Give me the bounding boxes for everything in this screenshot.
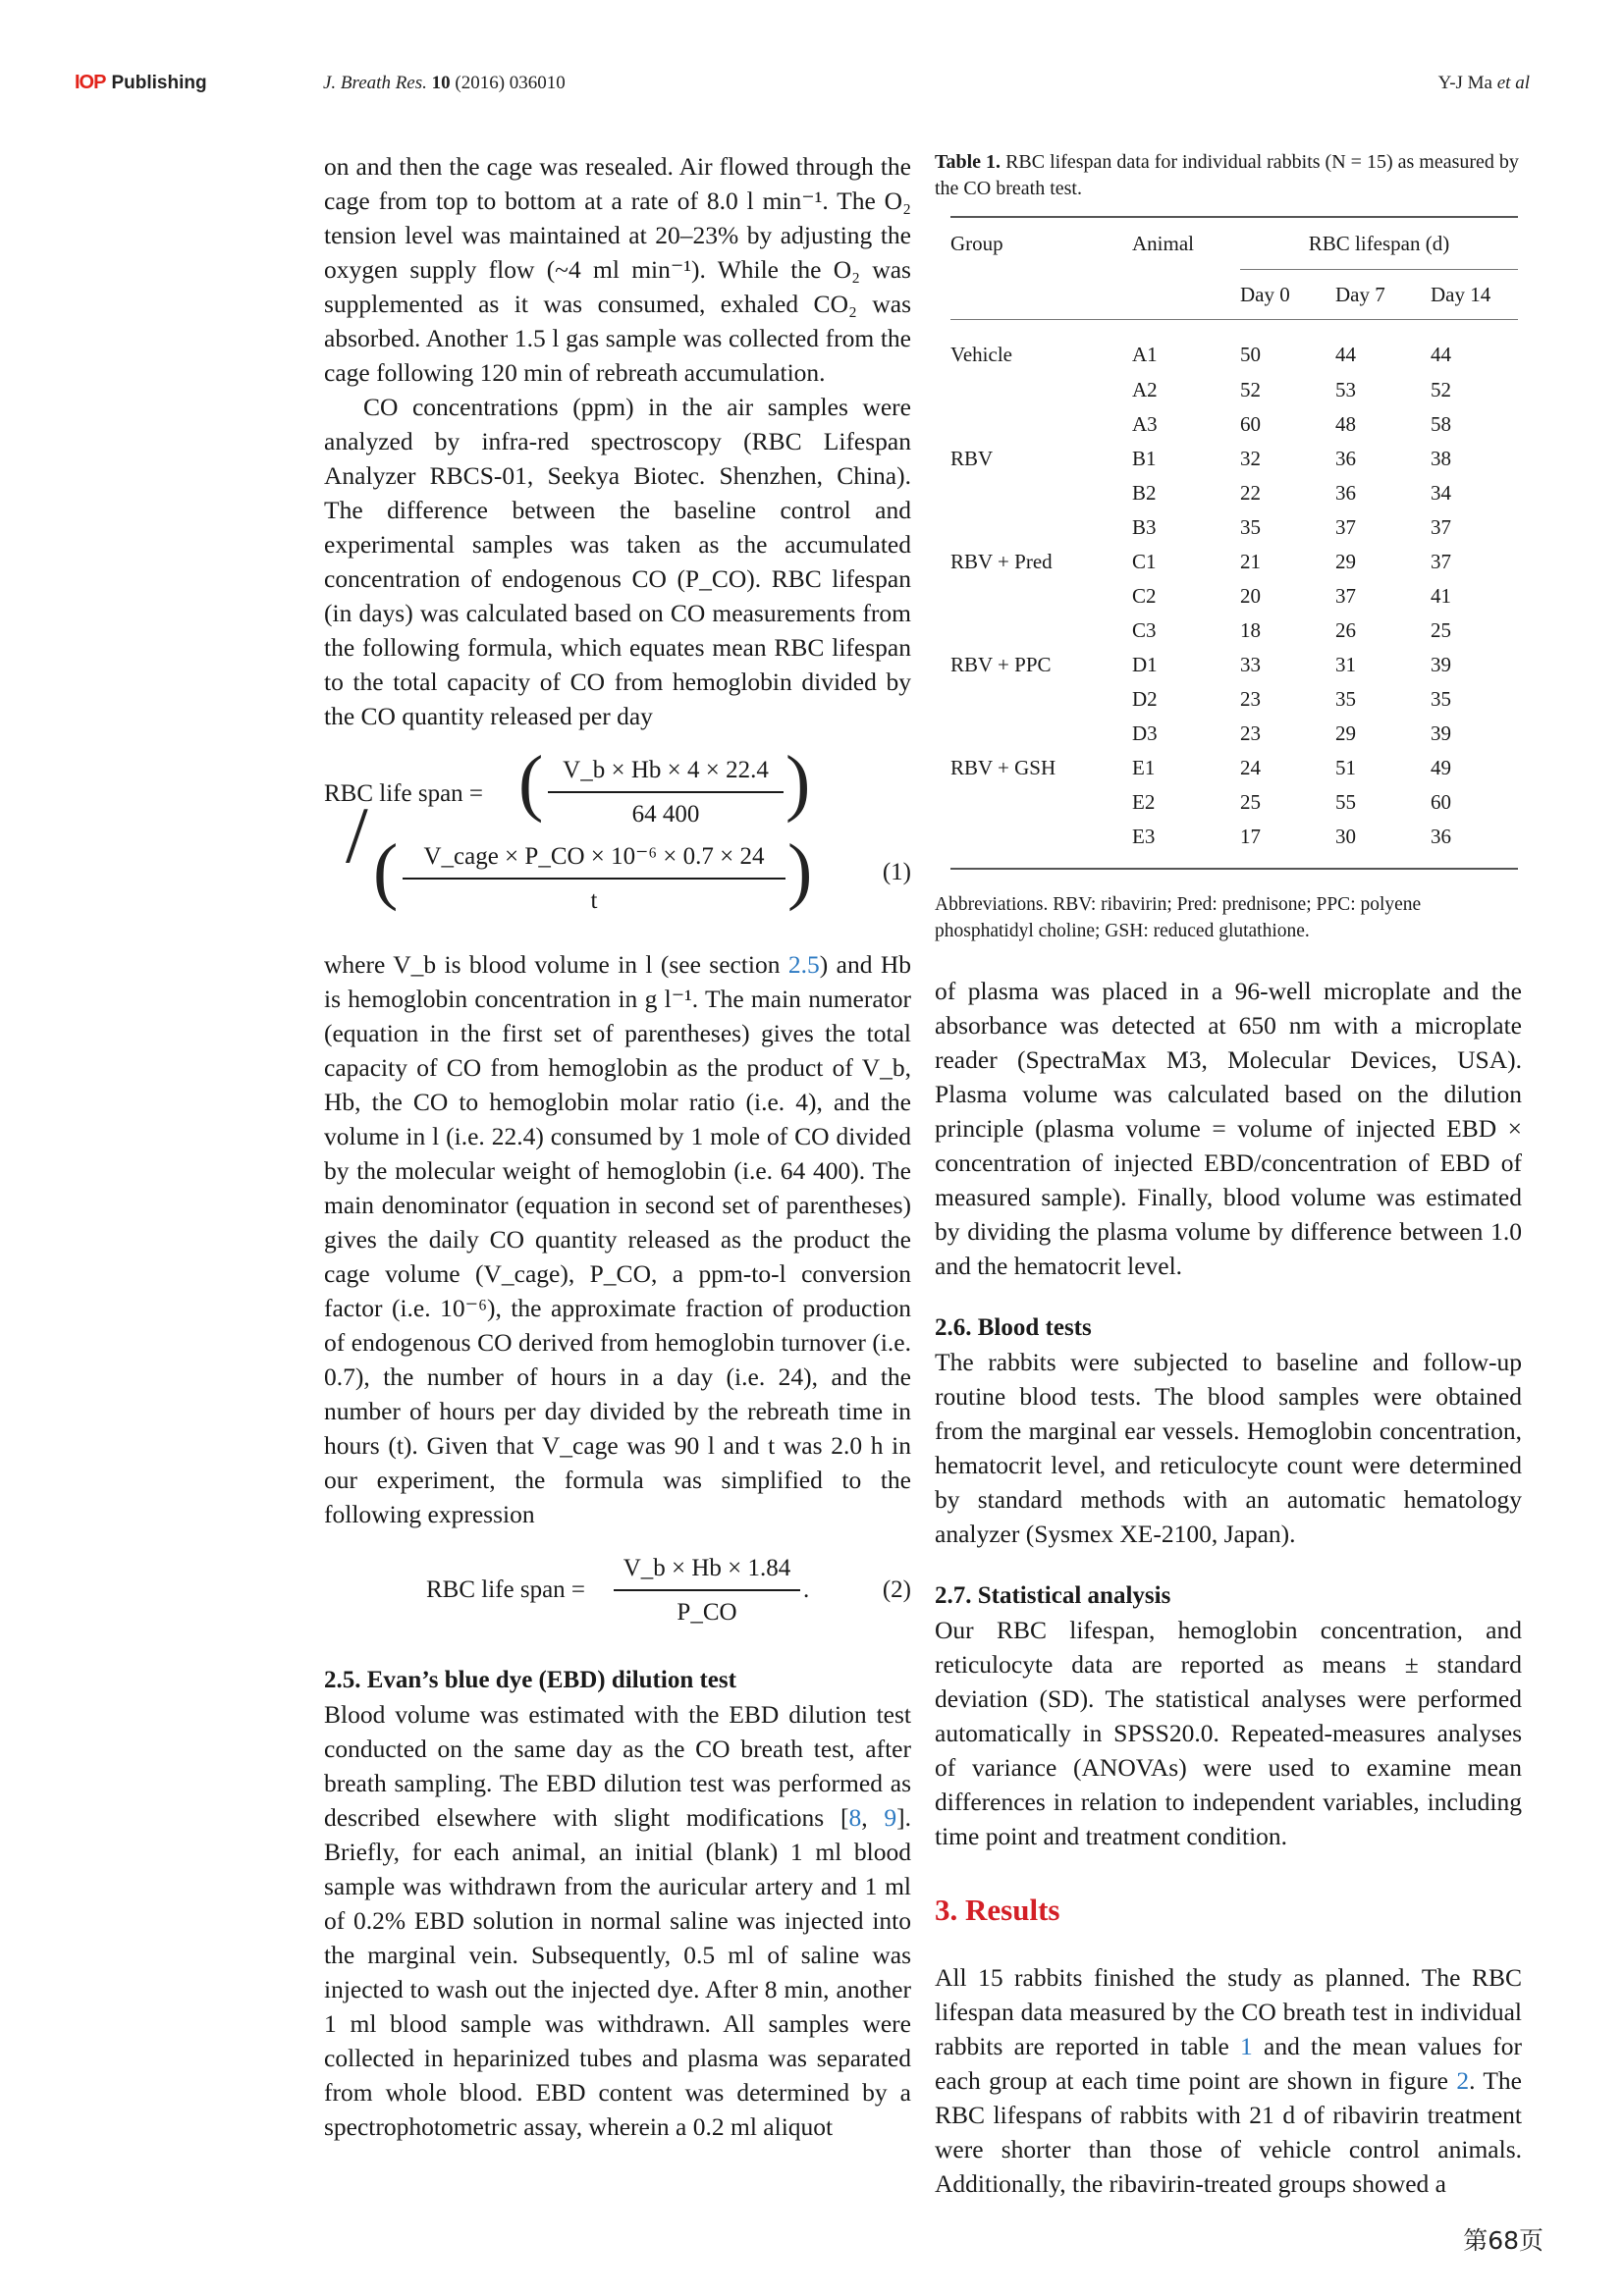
cell-day0: 50 <box>1240 342 1261 366</box>
cell-day7: 37 <box>1335 584 1356 608</box>
equation-2 <box>324 1551 911 1629</box>
cell-day0: 20 <box>1240 584 1261 608</box>
cell-animal: D3 <box>1132 721 1158 745</box>
cell-group: RBV + PPC <box>950 653 1052 676</box>
cell-group: RBV + GSH <box>950 756 1056 779</box>
eq2-number: (2) <box>882 1576 911 1603</box>
cell-day14: 39 <box>1431 721 1451 745</box>
table-row <box>950 510 1518 545</box>
table-1 <box>950 216 1518 870</box>
cell-day7: 53 <box>1335 378 1356 401</box>
cell-day14: 38 <box>1431 447 1451 470</box>
cell-day14: 58 <box>1431 412 1451 436</box>
header-day14: Day 14 <box>1431 270 1518 320</box>
paragraph-gas-sampling: on and then the cage was resealed. Air flowed through the cage from top to bottom at a rate of 8.0 l min⁻¹. The O₂ tension level was maintained at 20–23% by adjusting the oxygen supply flow (~4 ml min⁻¹). While the O₂ was supplemented as it was consumed, exhaled CO₂ was absorbed. Another 1.5 l gas sample was collected from the cage following 120 min of rebreath accumulation. <box>324 152 911 387</box>
cell-day14: 44 <box>1431 342 1451 366</box>
text-run: All 15 rabbits finished the study as planned. The RBC lifespan data measured by the CO breath test in individual rabbits are reported in table <box>935 1963 1522 2060</box>
cell-day0: 52 <box>1240 378 1261 401</box>
cell-day14: 37 <box>1431 515 1451 539</box>
cell-day7: 29 <box>1335 550 1356 573</box>
paragraph-plasma-volume: of plasma was placed in a 96-well microplate and the absorbance was detected at 650 nm with a microplate reader (SpectraMax M3, Molecular Devices, USA). Plasma volume was calculated based on the dilution principle (plasma volume = volume of injected EBD × concentration of injected EBD/concentration of EBD of measured sample). Finally, blood volume was estimated by dividing the plasma volume by difference between 1.0 and the hematocrit level. <box>935 977 1522 1280</box>
cell-day14: 25 <box>1431 618 1451 642</box>
cell-day0: 24 <box>1240 756 1261 779</box>
cell-day7: 36 <box>1335 447 1356 470</box>
cell-day14: 52 <box>1431 378 1451 401</box>
cell-day0: 35 <box>1240 515 1261 539</box>
section-2-7-title: 2.7. Statistical analysis <box>935 1582 1171 1609</box>
cell-group <box>950 820 1132 869</box>
cell-day7: 37 <box>1335 515 1356 539</box>
cell-group: Vehicle <box>950 342 1012 366</box>
eq1-close-paren-2: ) <box>787 829 813 912</box>
cell-animal: A1 <box>1132 342 1158 366</box>
text-run: , <box>861 1803 885 1832</box>
cell-day14: 41 <box>1431 584 1451 608</box>
cell-group <box>950 373 1132 407</box>
cell-animal: E3 <box>1132 820 1240 869</box>
text-run: . The RBC lifespans of rabbits with 21 d of ribavirin treatment were shorter than those of vehicle control animals. Additionally, the ribavirin-treated groups showed a <box>935 2066 1523 2198</box>
cell-day7: 31 <box>1335 653 1356 676</box>
table-row <box>950 820 1518 869</box>
running-author <box>1438 73 1530 94</box>
eq1-lhs: RBC life span = <box>324 780 484 807</box>
table-row <box>950 476 1518 510</box>
cell-day0: 23 <box>1240 721 1261 745</box>
cell-day0: 25 <box>1240 790 1261 814</box>
text-run: Blood volume was estimated with the EBD dilution test conducted on the same day as the CO breath test, after breath sampling. The EBD dilution test was performed as described elsewhere with slight modifications [ <box>324 1700 911 1832</box>
table-row <box>950 648 1518 682</box>
table-row <box>950 442 1518 476</box>
cell-group <box>950 579 1132 614</box>
eq1-fraction-bar-2 <box>403 878 785 880</box>
cell-group <box>950 682 1132 717</box>
eq2-lhs: RBC life span = <box>426 1576 586 1603</box>
header-animal: Animal <box>1132 217 1240 270</box>
journal-issue: (2016) 036010 <box>455 73 566 93</box>
paragraph-formula-explanation <box>324 947 911 1531</box>
eq1-fraction-bar-1 <box>548 791 784 793</box>
cell-day7: 35 <box>1335 687 1356 711</box>
cell-day0: 60 <box>1240 412 1261 436</box>
cell-group: RBV + Pred <box>950 550 1053 573</box>
table-1-caption <box>935 149 1522 202</box>
iop-logo-icon: IOP <box>75 72 106 93</box>
cell-day14: 39 <box>1431 653 1451 676</box>
cell-animal: A3 <box>1132 412 1158 436</box>
author-name: Y-J Ma <box>1437 73 1492 93</box>
section-2-5-link[interactable]: 2.5 <box>787 950 820 979</box>
eq1-fraction-1 <box>548 753 784 831</box>
table-row <box>950 407 1518 442</box>
publisher-name: Publishing <box>111 72 207 93</box>
cell-day0: 21 <box>1240 550 1261 573</box>
cell-group <box>950 785 1132 820</box>
cell-day7: 44 <box>1335 342 1356 366</box>
cell-day7: 51 <box>1335 756 1356 779</box>
cell-day7: 55 <box>1335 790 1356 814</box>
eq1-number: (1) <box>882 859 911 885</box>
cell-day0: 17 <box>1240 820 1335 869</box>
table-row <box>950 579 1518 614</box>
header-day7: Day 7 <box>1335 270 1431 320</box>
cell-day0: 32 <box>1240 447 1261 470</box>
text-run: where V_b is blood volume in l (see section <box>324 950 788 979</box>
cell-day14: 36 <box>1431 820 1518 869</box>
eq1-close-paren: ) <box>785 741 811 824</box>
header-rbc-lifespan: RBC lifespan (d) <box>1240 217 1518 270</box>
header-day0: Day 0 <box>1240 270 1335 320</box>
eq1-denominator-1: 64 400 <box>631 801 700 828</box>
cell-day14: 49 <box>1431 756 1451 779</box>
page-header <box>75 69 1530 102</box>
table-1-link[interactable]: 1 <box>1240 2032 1253 2060</box>
cell-day7: 48 <box>1335 412 1356 436</box>
table-caption-label: Table 1. <box>935 151 1001 173</box>
table-row <box>950 751 1518 785</box>
cell-day14: 60 <box>1431 790 1451 814</box>
journal-name: J. Breath Res. <box>323 73 427 93</box>
table-row <box>950 785 1518 820</box>
cell-group: RBV <box>950 447 994 470</box>
cell-animal: D2 <box>1132 687 1158 711</box>
cell-animal: C3 <box>1132 618 1157 642</box>
header-empty <box>950 270 1132 320</box>
eq2-fraction <box>614 1551 800 1629</box>
cell-animal: E2 <box>1132 790 1156 814</box>
table-row <box>950 682 1518 717</box>
eq2-numerator: V_b × Hb × 1.84 <box>623 1555 791 1581</box>
page-number: 第68页 <box>1463 2226 1543 2255</box>
cell-animal: B3 <box>1132 515 1157 539</box>
table-row <box>950 545 1518 579</box>
paragraph-statistics: Our RBC lifespan, hemoglobin concentration, and reticulocyte data are reported as means ± standard deviation (SD). The statistical analyses were performed automatically in SPSS20.0. Repeated-measures analyses of variance (ANOVAs) were used to examine mean differences in relation to independent variables, including time point and treatment condition. <box>935 1616 1522 1850</box>
paragraph-blood-tests: The rabbits were subjected to baseline and follow-up routine blood tests. The blood samples were obtained from the marginal ear vessels. Hemoglobin concentration, hematocrit level, and reticulocyte count were determined by standard methods with an automatic hematology analyzer (Sysmex XE-2100, Japan). <box>935 1348 1522 1548</box>
header-group: Group <box>950 217 1132 270</box>
cell-group <box>950 476 1132 510</box>
cell-day0: 33 <box>1240 653 1261 676</box>
cell-day0: 23 <box>1240 687 1261 711</box>
figure-2-link[interactable]: 2 <box>1456 2066 1470 2095</box>
cell-day14: 37 <box>1431 550 1451 573</box>
cell-day7: 29 <box>1335 721 1356 745</box>
cell-group <box>950 717 1132 751</box>
eq1-numerator-1: V_b × Hb × 4 × 22.4 <box>563 757 769 783</box>
eq1-division-slash: / <box>346 790 368 880</box>
cell-animal: C1 <box>1132 550 1157 573</box>
cell-animal: C2 <box>1132 584 1157 608</box>
text-run: ]. Briefly, for each animal, an initial (blank) 1 ml blood sample was withdrawn from the auricular artery and 1 ml of 0.2% EBD solution in normal saline was injected into the marginal vein. Subsequently, 0.5 ml of saline was injected to wash out the injected dye. After 8 min, another 1 ml blood sample was withdrawn. All samples were collected in heparinized tubes and plasma was separated from whole blood. EBD content was determined by a spectrophotometric assay, wherein a 0.2 ml aliquot <box>324 1803 911 2141</box>
cell-day14: 35 <box>1431 687 1451 711</box>
table-row <box>950 373 1518 407</box>
table-row <box>950 717 1518 751</box>
reference-8-link[interactable]: 8 <box>848 1803 862 1832</box>
eq1-denominator-2: t <box>590 887 598 914</box>
cell-day7: 30 <box>1335 820 1431 869</box>
paragraph-results <box>935 1960 1522 2201</box>
reference-9-link[interactable]: 9 <box>884 1803 897 1832</box>
eq1-fraction-2 <box>403 839 785 918</box>
eq1-open-paren: ( <box>518 741 544 824</box>
author-etal: et al <box>1496 73 1530 93</box>
eq2-denominator: P_CO <box>677 1599 737 1626</box>
cell-animal: B1 <box>1132 447 1157 470</box>
cell-day7: 26 <box>1335 618 1356 642</box>
section-2-6-title: 2.6. Blood tests <box>935 1314 1092 1341</box>
eq1-numerator-2: V_cage × P_CO × 10⁻⁶ × 0.7 × 24 <box>423 843 765 870</box>
cell-group <box>950 407 1132 442</box>
section-3-title: 3. Results <box>935 1893 1060 1927</box>
section-2-5-title: 2.5. Evan’s blue dye (EBD) dilution test <box>324 1667 736 1693</box>
cell-day7: 36 <box>1335 481 1356 505</box>
left-column <box>324 149 911 2144</box>
equation-1 <box>324 741 911 924</box>
eq2-fraction-bar <box>614 1589 800 1591</box>
table-row <box>950 320 1518 374</box>
header-empty <box>1132 270 1240 320</box>
cell-group <box>950 614 1132 648</box>
cell-group <box>950 510 1132 545</box>
journal-volume: 10 <box>431 73 451 93</box>
cell-animal: A2 <box>1132 378 1158 401</box>
table-abbreviations: Abbreviations. RBV: ribavirin; Pred: prednisone; PPC: polyene phosphatidyl choline; GSH: reduced glutathione. <box>935 894 1422 941</box>
paragraph-ebd-method <box>324 1697 911 2144</box>
eq1-open-paren-2: ( <box>373 829 399 912</box>
text-run: and the mean values for each group at each time point are shown in figure <box>935 2032 1522 2095</box>
cell-animal: D1 <box>1132 653 1158 676</box>
text-run: ) and Hb is hemoglobin concentration in g l⁻¹. The main numerator (equation in the first set of parentheses) gives the total capacity of CO from hemoglobin as the product of V_b, Hb, the CO to hemoglobin molar ratio (i.e. 4), and the volume in l (i.e. 22.4) consumed by 1 mole of CO divided by the molecular weight of hemoglobin (i.e. 64 400). The main denominator (equation in second set of parentheses) gives the daily CO quantity released as the product the cage volume (V_cage), P_CO, a ppm-to-l conversion factor (i.e. 10⁻⁶), the approximate fraction of production of endogenous CO derived from hemoglobin turnover (i.e. 0.7), the number of hours in a day (i.e. 24), and the number of hours per day divided by the rebreath time in hours (t). Given that V_cage was 90 l and t was 2.0 h in our experiment, the formula was simplified to the following expression <box>324 950 912 1528</box>
journal-citation <box>323 73 566 94</box>
publisher-logo <box>75 72 207 94</box>
table-body <box>950 320 1518 870</box>
cell-animal: E1 <box>1132 756 1156 779</box>
right-column <box>935 149 1522 2201</box>
paragraph-co-analysis: CO concentrations (ppm) in the air samples were analyzed by infra-red spectroscopy (RBC Lifespan Analyzer RBCS-01, Seekya Biotec. Shenzhen, China). The difference between the baseline control and experimental samples was taken as the accumulated concentration of endogenous CO (P_CO). RBC lifespan (in days) was calculated based on CO measurements from the following formula, which equates mean RBC lifespan to the total capacity of CO from hemoglobin divided by the CO quantity released per day <box>324 393 911 730</box>
cell-day0: 22 <box>1240 481 1261 505</box>
cell-day14: 34 <box>1431 481 1451 505</box>
eq2-period: . <box>803 1576 810 1603</box>
table-caption-text: RBC lifespan data for individual rabbits (N = 15) as measured by the CO breath test. <box>935 151 1519 199</box>
cell-animal: B2 <box>1132 481 1157 505</box>
cell-day0: 18 <box>1240 618 1261 642</box>
table-row <box>950 614 1518 648</box>
